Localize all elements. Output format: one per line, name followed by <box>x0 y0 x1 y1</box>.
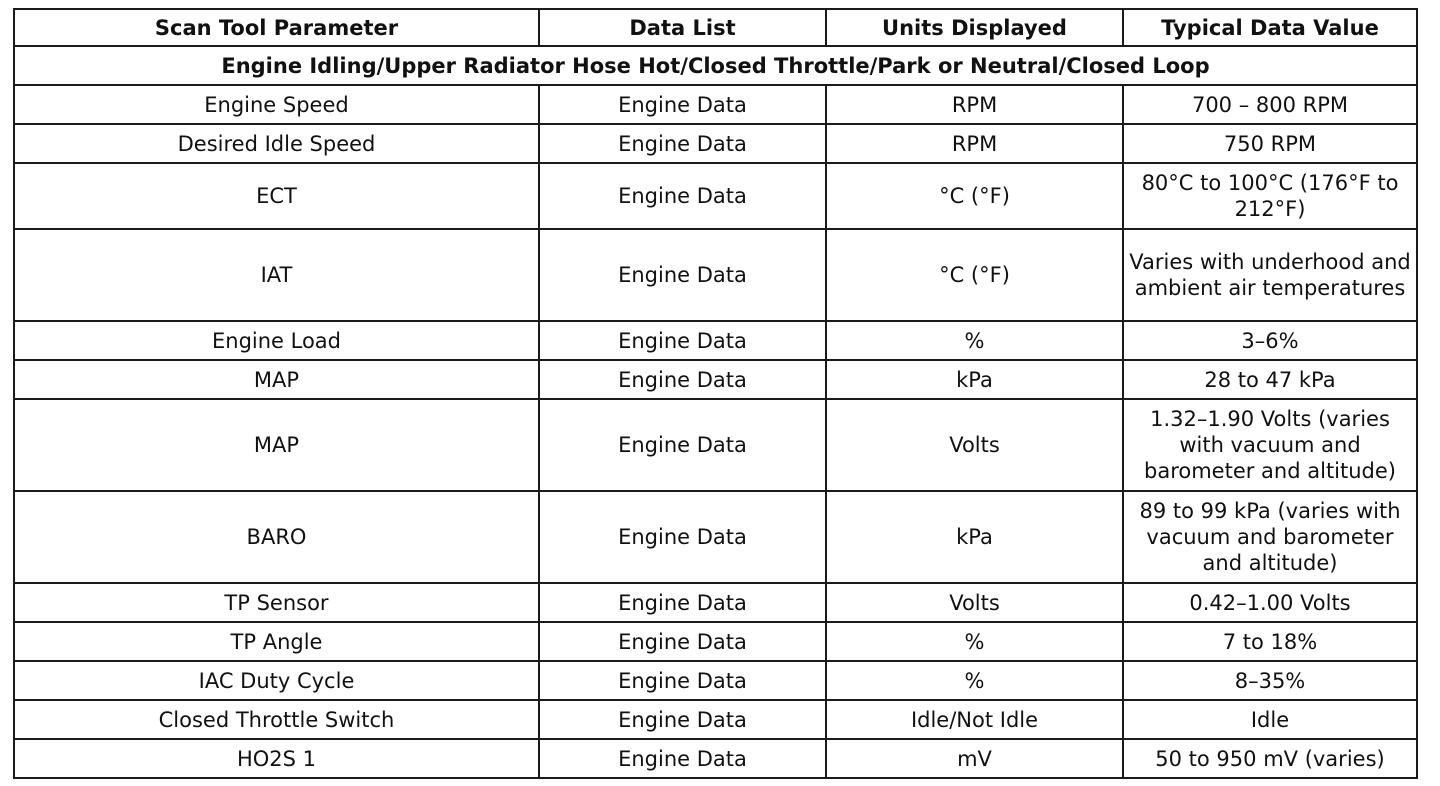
units-cell: % <box>826 622 1123 661</box>
value-cell: 0.42–1.00 Volts <box>1123 583 1417 622</box>
header-scan-tool-parameter: Scan Tool Parameter <box>14 9 539 46</box>
value-cell: Idle <box>1123 700 1417 739</box>
table-row <box>14 85 1417 124</box>
parameter-cell: IAT <box>14 229 539 321</box>
units-cell: Idle/Not Idle <box>826 700 1123 739</box>
table-row <box>14 124 1417 163</box>
value-cell: 80°C to 100°C (176°F to 212°F) <box>1123 163 1417 229</box>
data-list-cell: Engine Data <box>539 700 826 739</box>
data-list-cell: Engine Data <box>539 229 826 321</box>
units-cell: % <box>826 661 1123 700</box>
data-list-cell: Engine Data <box>539 583 826 622</box>
data-list-cell: Engine Data <box>539 321 826 360</box>
value-cell: 89 to 99 kPa (varies with vacuum and barometer and altitude) <box>1123 491 1417 583</box>
data-list-cell: Engine Data <box>539 124 826 163</box>
header-row <box>14 9 1417 46</box>
table-row <box>14 321 1417 360</box>
table-row <box>14 163 1417 229</box>
scan-tool-data-table <box>13 8 1418 779</box>
value-cell: 7 to 18% <box>1123 622 1417 661</box>
parameter-cell: Engine Speed <box>14 85 539 124</box>
value-cell: 700 – 800 RPM <box>1123 85 1417 124</box>
parameter-cell: TP Sensor <box>14 583 539 622</box>
value-cell: 1.32–1.90 Volts (varies with vacuum and barometer and altitude) <box>1123 399 1417 491</box>
data-list-cell: Engine Data <box>539 661 826 700</box>
parameter-cell: Desired Idle Speed <box>14 124 539 163</box>
value-cell: 28 to 47 kPa <box>1123 360 1417 399</box>
data-list-cell: Engine Data <box>539 360 826 399</box>
parameter-cell: IAC Duty Cycle <box>14 661 539 700</box>
data-list-cell: Engine Data <box>539 399 826 491</box>
parameter-cell: BARO <box>14 491 539 583</box>
value-cell: 50 to 950 mV (varies) <box>1123 739 1417 778</box>
units-cell: RPM <box>826 85 1123 124</box>
value-cell: Varies with underhood and ambient air temperatures <box>1123 229 1417 321</box>
table-row <box>14 491 1417 583</box>
data-list-cell: Engine Data <box>539 622 826 661</box>
condition-row <box>14 46 1417 85</box>
parameter-cell: TP Angle <box>14 622 539 661</box>
table-row <box>14 229 1417 321</box>
value-cell: 3–6% <box>1123 321 1417 360</box>
table-row <box>14 622 1417 661</box>
header-typical-data-value: Typical Data Value <box>1123 9 1417 46</box>
data-list-cell: Engine Data <box>539 85 826 124</box>
table-row <box>14 661 1417 700</box>
parameter-cell: Closed Throttle Switch <box>14 700 539 739</box>
data-list-cell: Engine Data <box>539 739 826 778</box>
operating-condition: Engine Idling/Upper Radiator Hose Hot/Closed Throttle/Park or Neutral/Closed Loop <box>14 46 1417 85</box>
data-list-cell: Engine Data <box>539 491 826 583</box>
table-row <box>14 583 1417 622</box>
parameter-cell: Engine Load <box>14 321 539 360</box>
table-row <box>14 700 1417 739</box>
parameter-cell: HO2S 1 <box>14 739 539 778</box>
table-row <box>14 399 1417 491</box>
table-row <box>14 360 1417 399</box>
header-units-displayed: Units Displayed <box>826 9 1123 46</box>
header-data-list: Data List <box>539 9 826 46</box>
units-cell: kPa <box>826 491 1123 583</box>
parameter-cell: ECT <box>14 163 539 229</box>
parameter-cell: MAP <box>14 360 539 399</box>
data-list-cell: Engine Data <box>539 163 826 229</box>
units-cell: RPM <box>826 124 1123 163</box>
units-cell: Volts <box>826 583 1123 622</box>
units-cell: °C (°F) <box>826 163 1123 229</box>
table-row <box>14 739 1417 778</box>
units-cell: % <box>826 321 1123 360</box>
units-cell: kPa <box>826 360 1123 399</box>
units-cell: Volts <box>826 399 1123 491</box>
value-cell: 8–35% <box>1123 661 1417 700</box>
units-cell: °C (°F) <box>826 229 1123 321</box>
parameter-cell: MAP <box>14 399 539 491</box>
units-cell: mV <box>826 739 1123 778</box>
value-cell: 750 RPM <box>1123 124 1417 163</box>
